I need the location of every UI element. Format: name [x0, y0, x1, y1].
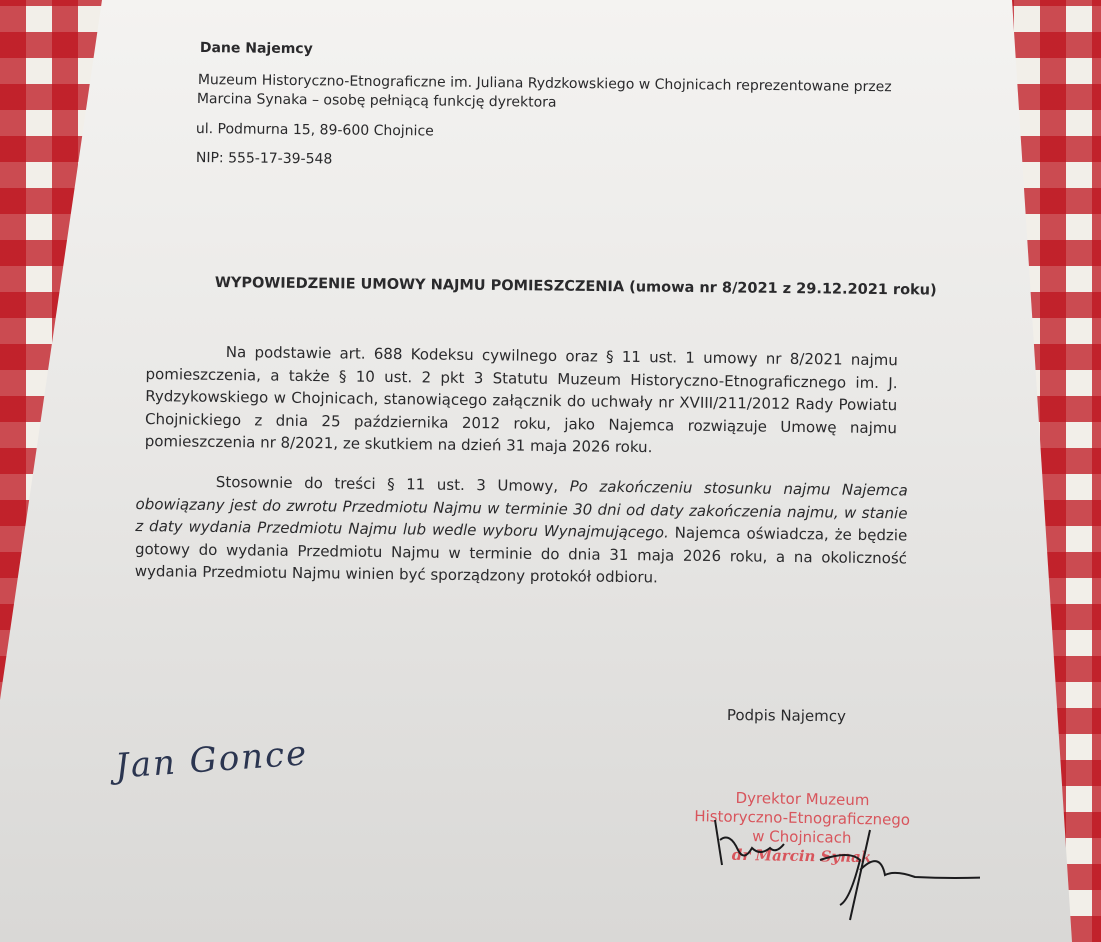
paragraph-2-quote: Po zakończeniu stosunku najmu Najemca obowiązany jest do zwrotu Przedmiotu Najmu w terminie 30 dni od daty zakończenia najmu, w stanie z daty wydania Przedmiotu Najmu lub wedle wyboru Wynajmującego.: [135, 477, 908, 542]
paragraph-2-rest: Najemca oświadcza, że będzie gotowy do wydania Przedmiotu Najmu w terminie do dnia 31 maja 2026 roku, a na okoliczność wydania Przedmiotu Najmu winien być sporządzony protokół odbioru.: [134, 523, 908, 587]
paragraph-1: [145, 340, 898, 462]
tenant-name-line1: Muzeum Historyczno-Etnograficzne im. Juliana Rydzkowskiego w Chojnicach reprezentowane przez: [197, 71, 892, 96]
paragraph-2: [135, 470, 908, 592]
paragraph-1-text: Na podstawie art. 688 Kodeksu cywilnego oraz § 11 ust. 1 umowy nr 8/2021 najmu pomieszczenia, a także § 10 ust. 2 pkt 3 Statutu Muzeum Historyczno-Etnograficznego im. J. Rydzykowskiego w Chojnicach, stanowiącego załącznik do uchwały nr XVIII/211/2012 Rady Powiatu Chojnickiego z dnia 25 października 2012 roku, jako Najemca rozwiązuje Umowę najmu pomieszczenia nr 8/2021, ze skutkiem na dzień 31 maja 2026 roku.: [144, 342, 898, 457]
tenant-heading: Dane Najemcy: [199, 39, 313, 58]
stamp-line-4: dr Marcin Synak: [731, 845, 872, 867]
stamp-line-1: Dyrektor Muzeum: [735, 788, 870, 810]
title-main: WYPOWIEDZENIE UMOWY NAJMU POMIESZCZENIA: [214, 274, 625, 296]
stamp-line-3: w Chojnicach: [752, 827, 852, 847]
tenant-address: ul. Podmurna 15, 89-600 Chojnice: [195, 120, 434, 140]
signature-label: Podpis Najemcy: [726, 705, 847, 726]
director-signature: [700, 810, 980, 930]
handwritten-name: Jan Gonce: [113, 733, 310, 787]
tenant-name-line2: Marcina Synaka – osobę pełniącą funkcję dyrektora: [196, 90, 557, 111]
paragraph-2-intro: Stosownie do treści § 11 ust. 3 Umowy,: [215, 472, 559, 496]
stamp-line-2: Historyczno-Etnograficznego: [694, 807, 911, 829]
title-sub: (umowa nr 8/2021 z 29.12.2021 roku): [629, 279, 937, 299]
tenant-nip: NIP: 555-17-39-548: [195, 149, 333, 168]
